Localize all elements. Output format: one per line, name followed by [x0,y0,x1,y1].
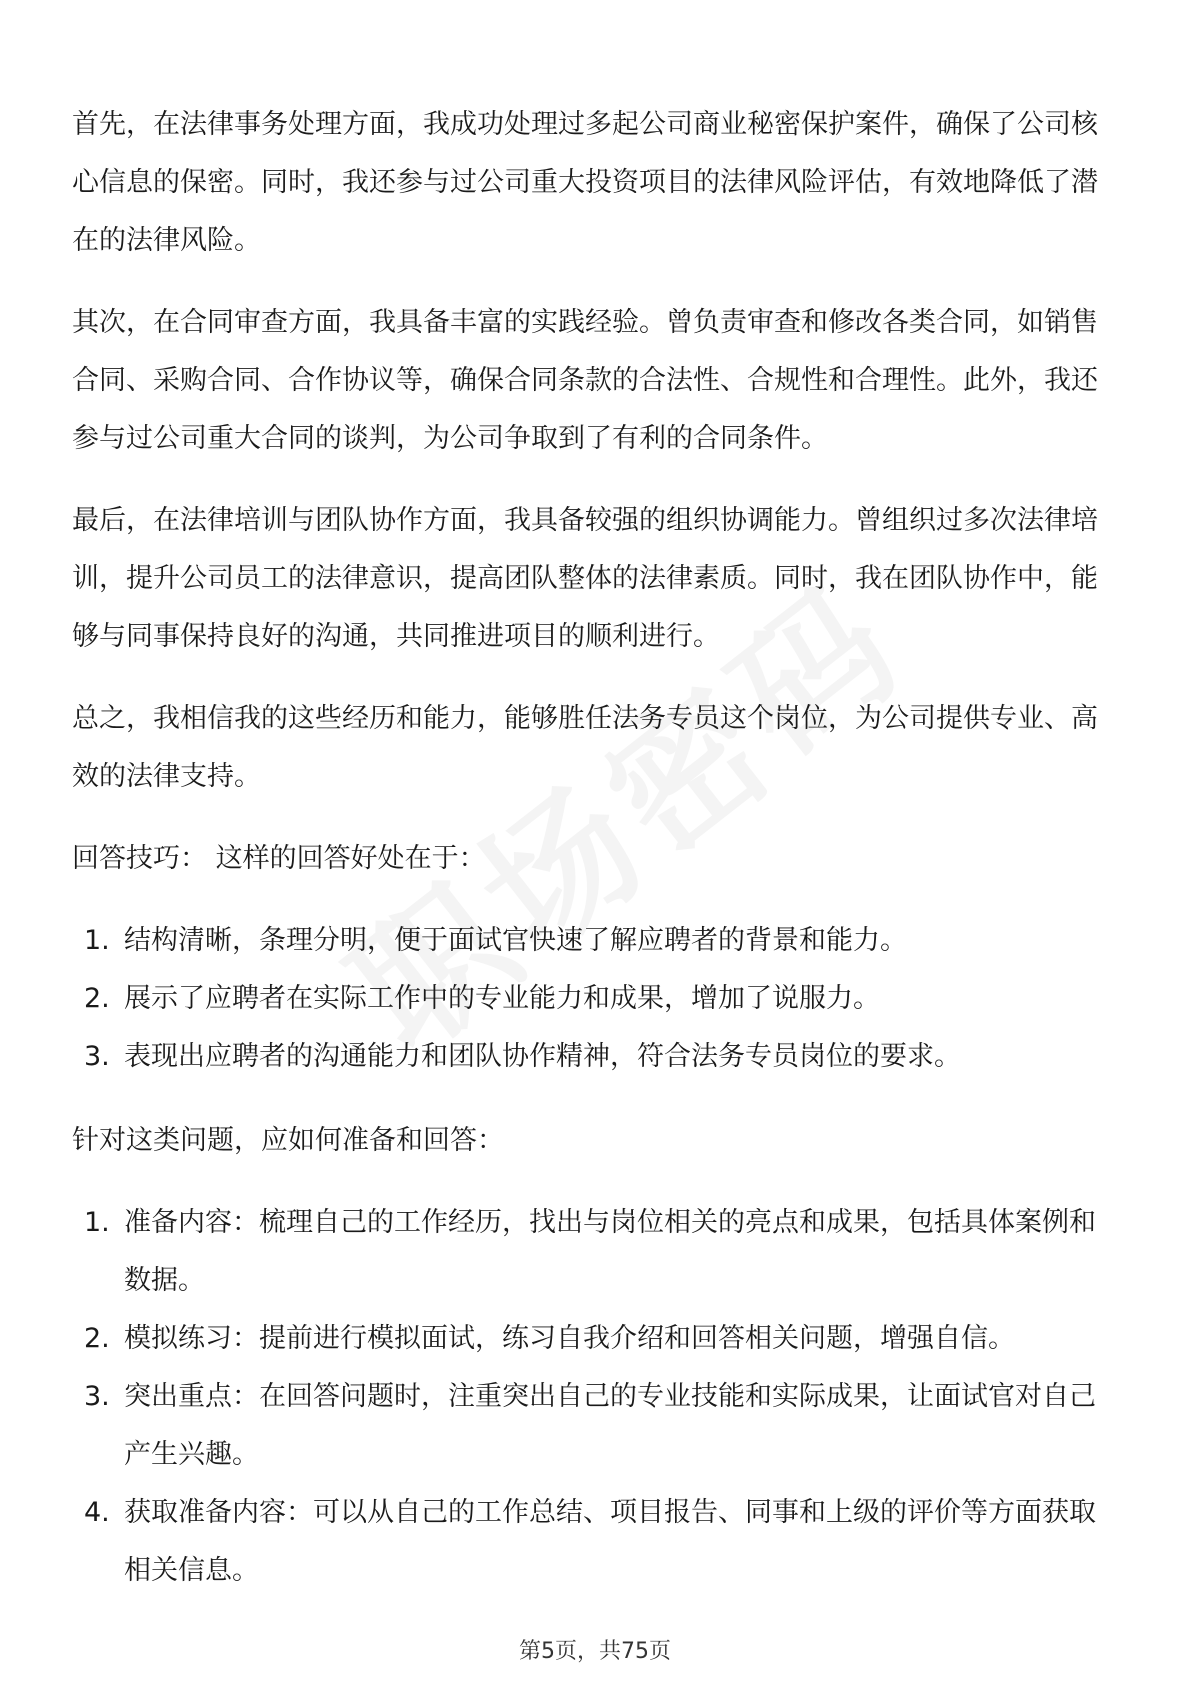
list-number: 4. [84,1497,110,1528]
page-footer: 第5页，共75页 [519,1639,671,1664]
list-text: 结构清晰，条理分明，便于面试官快速了解应聘者的背景和能力。 [124,925,907,956]
paragraph-training-teamwork: 最后，在法律培训与团队协作方面，我具备较强的组织协调能力。曾组织过多次法律培训，提升公司员工的法律意识，提高团队整体的法律素质。同时，我在团队协作中，能够与同事保持良好的沟通，共同推进项目的顺利进行。 [72,505,1098,652]
list-number: 3. [84,1041,110,1072]
paragraph-contract-review: 其次，在合同审查方面，我具备丰富的实践经验。曾负责审查和修改各类合同，如销售合同、采购合同、合作协议等，确保合同条款的合法性、合规性和合理性。此外，我还参与过公司重大合同的谈判，为公司争取到了有利的合同条件。 [72,307,1098,454]
list-item [72,912,1118,970]
list-item [72,1310,1118,1368]
document-body [72,96,1118,1626]
list-text: 突出重点：在回答问题时，注重突出自己的专业技能和实际成果，让面试官对自己产生兴趣。 [124,1381,1096,1470]
list-item [72,970,1118,1028]
tips-list [72,912,1118,1086]
list-text: 准备内容：梳理自己的工作经历，找出与岗位相关的亮点和成果，包括具体案例和数据。 [124,1207,1096,1296]
list-text: 获取准备内容：可以从自己的工作总结、项目报告、同事和上级的评价等方面获取相关信息。 [124,1497,1096,1586]
list-number: 1. [84,1207,110,1238]
list-number: 1. [84,925,110,956]
list-item [72,1368,1118,1484]
list-text: 展示了应聘者在实际工作中的专业能力和成果，增加了说服力。 [124,983,880,1014]
prep-heading: 针对这类问题，应如何准备和回答： [72,1125,504,1156]
paragraph-legal-affairs: 首先，在法律事务处理方面，我成功处理过多起公司商业秘密保护案件，确保了公司核心信息的保密。同时，我还参与过公司重大投资项目的法律风险评估，有效地降低了潜在的法律风险。 [72,109,1098,256]
list-number: 2. [84,1323,110,1354]
list-item [72,1194,1118,1310]
list-item [72,1028,1118,1086]
list-text: 表现出应聘者的沟通能力和团队协作精神，符合法务专员岗位的要求。 [124,1041,961,1072]
paragraph-conclusion: 总之，我相信我的这些经历和能力，能够胜任法务专员这个岗位，为公司提供专业、高效的法律支持。 [72,703,1098,792]
list-item [72,1484,1118,1600]
list-number: 3. [84,1381,110,1412]
list-text: 模拟练习：提前进行模拟面试，练习自我介绍和回答相关问题，增强自信。 [124,1323,1015,1354]
prep-list [72,1194,1118,1600]
tips-heading: 回答技巧： 这样的回答好处在于： [72,843,486,874]
list-number: 2. [84,983,110,1014]
